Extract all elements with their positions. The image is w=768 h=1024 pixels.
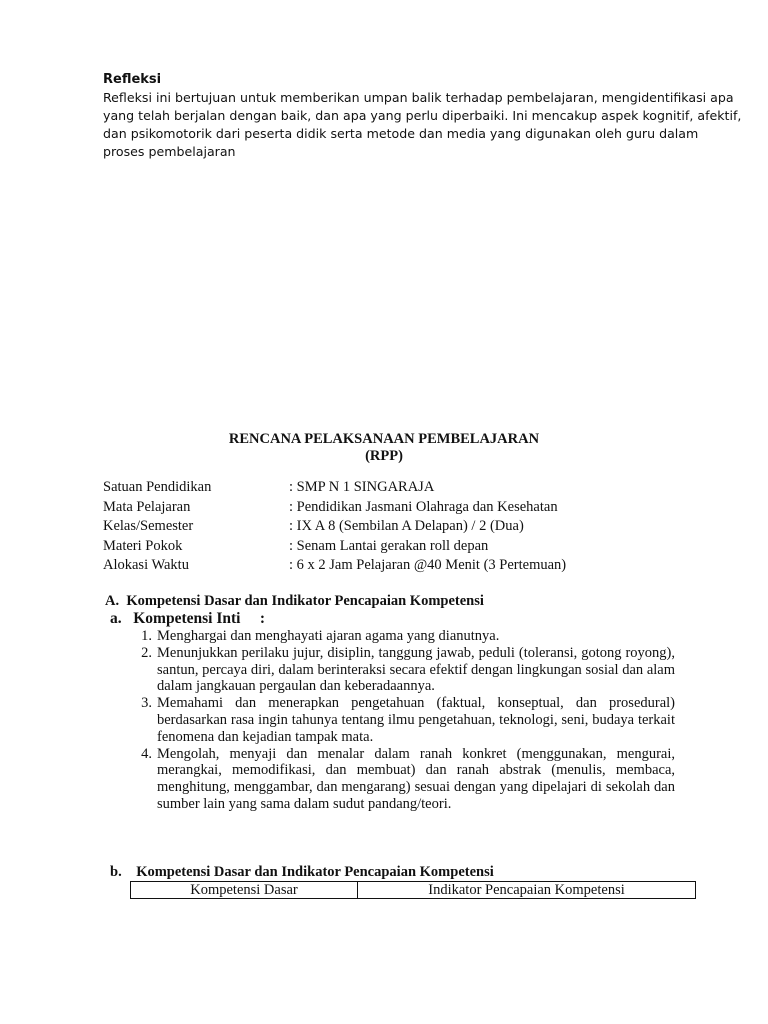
info-row: [103, 478, 663, 498]
list-number: 1.: [141, 628, 152, 644]
reflection-body: Refleksi ini bertujuan untuk memberikan umpan balik terhadap pembelajaran, mengidentifikasi apa yang telah berjalan dengan baik, dan apa yang perlu diperbaiki. Ini mencakup aspek kognitif, afektif, dan psikomotorik dari peserta didik serta metode dan media yang digunakan oleh guru dalam proses pembelajaran: [103, 90, 742, 159]
rpp-title: RENCANA PELAKSANAAN PEMBELAJARAN: [228, 431, 540, 447]
list-text: Mengolah, menyaji dan menalar dalam ranah konkret (menggunakan, mengurai, merangkai, memodifikasi, dan membuat) dan ranah abstrak (menulis, membaca, menghitung, menggambar, dan mengarang) sesuai dengan yang dipelajari di sekolah dan sumber lain yang sama dalam sudut pandang/teori.: [157, 745, 675, 812]
list-number: 4.: [141, 745, 152, 762]
info-label: Mata Pelajaran: [103, 498, 191, 515]
table-header-cell: Kompetensi Dasar: [131, 882, 358, 899]
core-competence-heading: a. Kompetensi Inti :: [110, 610, 265, 627]
info-label: Alokasi Waktu: [103, 557, 189, 573]
info-row: [103, 556, 663, 576]
info-value: : SMP N 1 SINGARAJA: [289, 479, 435, 495]
list-item: [130, 746, 675, 813]
list-number: 2.: [141, 644, 152, 661]
info-label: Satuan Pendidikan: [103, 479, 212, 495]
info-row: [103, 498, 663, 518]
info-value: : 6 x 2 Jam Pelajaran @40 Menit (3 Pertemuan): [289, 557, 567, 573]
reflection-heading: Refleksi: [103, 72, 162, 87]
list-item: [130, 695, 675, 745]
section-b-heading: b. Kompetensi Dasar dan Indikator Pencapaian Kompetensi: [110, 864, 494, 880]
info-value: : IX A 8 (Sembilan A Delapan) / 2 (Dua): [289, 518, 524, 534]
reflection-section: [103, 71, 743, 161]
list-item: [130, 628, 675, 645]
competence-table: [130, 881, 696, 899]
list-number: 3.: [141, 695, 152, 712]
info-row: [103, 517, 663, 537]
info-row: [103, 537, 663, 557]
table-header-row: [131, 882, 696, 899]
table-header-cell: Indikator Pencapaian Kompetensi: [358, 882, 696, 899]
rpp-subtitle: (RPP): [365, 448, 403, 464]
list-text: Menghargai dan menghayati ajaran agama yang dianutnya.: [157, 628, 500, 644]
identity-block: [103, 478, 663, 576]
info-value: : Senam Lantai gerakan roll depan: [289, 537, 489, 554]
info-label: Kelas/Semester: [103, 518, 194, 534]
list-text: Memahami dan menerapkan pengetahuan (faktual, konseptual, dan prosedural) berdasarkan rasa ingin tahunya tentang ilmu pengetahuan, teknologi, seni, budaya terkait fenomena dan kejadian tampak mata.: [157, 695, 675, 745]
list-text: Menunjukkan perilaku jujur, disiplin, tanggung jawab, peduli (toleransi, gotong royong), santun, percaya diri, dalam berinteraksi secara efektif dengan lingkungan sosial dan alam dalam jangkauan pergaulan dan keberadaannya.: [157, 644, 675, 695]
info-value: : Pendidikan Jasmani Olahraga dan Kesehatan: [289, 498, 558, 515]
list-item: [130, 645, 675, 695]
core-competence-list: [130, 628, 675, 813]
info-label: Materi Pokok: [103, 537, 183, 554]
section-a-heading: A. Kompetensi Dasar dan Indikator Pencapaian Kompetensi: [105, 593, 484, 609]
